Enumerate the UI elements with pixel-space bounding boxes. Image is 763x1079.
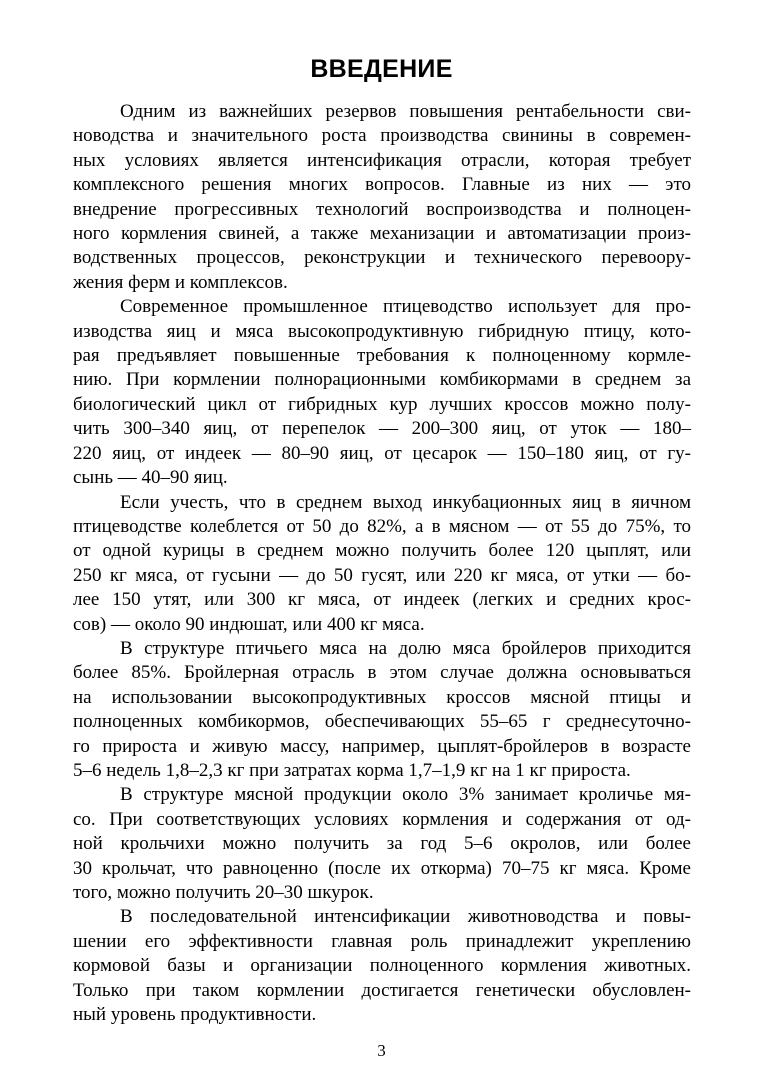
- text-line: птицеводстве колеблется от 50 до 82%, а в мясном — от 55 до 75%, то: [73, 515, 691, 537]
- text-line: Только при таком кормлении достигается генетически обусловлен-: [73, 979, 691, 1001]
- text-line: ного кормления свиней, а также механизации и автоматизации произ-: [73, 223, 691, 245]
- text-line: Если учесть, что в среднем выход инкубационных яиц в яичном: [120, 491, 691, 513]
- paragraph-rabbit-meat: [73, 783, 691, 905]
- text-line: новодства и значительного роста производства свинины в современ-: [73, 125, 691, 147]
- text-line: от одной курицы в среднем можно получить более 120 цыплят, или: [73, 540, 691, 562]
- paragraph-poultry-farming: [73, 295, 691, 490]
- text-line: изводства яиц и мяса высокопродуктивную гибридную птицу, кото-: [73, 320, 691, 342]
- text-line: жения ферм и комплексов.: [73, 271, 288, 293]
- page-title: ВВЕДЕНИЕ: [310, 55, 453, 83]
- page-number: 3: [377, 1041, 386, 1060]
- text-line: комплексного решения многих вопросов. Главные из них — это: [73, 174, 691, 196]
- text-line: сынь — 40–90 яиц.: [73, 467, 228, 489]
- text-line: того, можно получить 20–30 шкурок.: [73, 882, 374, 903]
- paragraph-hatching-eggs: [73, 491, 691, 637]
- text-line: Одним из важнейших резервов повышения рентабельности сви-: [120, 101, 691, 122]
- text-line: 250 кг мяса, от гусыни — до 50 гусят, или 220 кг мяса, от утки — бо-: [73, 564, 691, 586]
- text-line: чить 300–340 яиц, от перепелок — 200–300 яиц, от уток — 180–: [73, 418, 691, 440]
- text-line: го прироста и живую массу, например, цыплят-бройлеров в возрасте: [73, 735, 691, 757]
- paragraph-feed-base: [73, 905, 691, 1027]
- text-line: ный уровень продуктивности.: [73, 1004, 317, 1026]
- text-line: полноценных комбикормов, обеспечивающих 55–65 г среднесуточно-: [73, 711, 691, 733]
- text-line: В последовательной интенсификации животноводства и повы-: [120, 906, 691, 928]
- text-line: водственных процессов, реконструкции и технического перевоору-: [73, 247, 691, 269]
- text-line: более 85%. Бройлерная отрасль в этом случае должна основываться: [73, 662, 691, 684]
- text-line: 220 яиц, от индеек — 80–90 яиц, от цесарок — 150–180 яиц, от гу-: [73, 442, 691, 464]
- paragraph-pig-farming: [73, 100, 691, 295]
- text-line: лее 150 утят, или 300 кг мяса, от индеек (легких и средних крос-: [73, 589, 691, 611]
- text-line: В структуре птичьего мяса на долю мяса бройлеров приходится: [120, 637, 691, 659]
- text-line: В структуре мясной продукции около 3% занимает кроличье мя-: [120, 784, 691, 806]
- text-line: Современное промышленное птицеводство использует для про-: [120, 296, 691, 318]
- text-line: ных условиях является интенсификация отрасли, которая требует: [73, 149, 691, 171]
- text-line: на использовании высокопродуктивных кроссов мясной птицы и: [73, 686, 691, 708]
- text-line: 30 крольчат, что равноценно (после их откорма) 70–75 кг мяса. Кроме: [73, 857, 691, 879]
- text-line: шении его эффективности главная роль принадлежит укреплению: [73, 930, 691, 952]
- text-line: со. При соответствующих условиях кормления и содержания от од-: [73, 808, 691, 830]
- text-line: биологический цикл от гибридных кур лучших кроссов можно полу-: [73, 393, 691, 415]
- text-line: внедрение прогрессивных технологий воспроизводства и полноцен-: [73, 198, 691, 220]
- text-line: кормовой базы и организации полноценного кормления животных.: [73, 955, 691, 977]
- text-line: рая предъявляет повышенные требования к полноценному кормле-: [73, 345, 691, 367]
- paragraph-broilers: [73, 637, 691, 783]
- text-line: нию. При кормлении полнорационными комбикормами в среднем за: [73, 369, 691, 391]
- text-line: ной крольчихи можно получить за год 5–6 окролов, или более: [73, 833, 691, 855]
- text-line: сов) — около 90 индюшат, или 400 кг мяса.: [73, 613, 425, 635]
- body-text: [73, 100, 691, 1027]
- text-line: 5–6 недель 1,8–2,3 кг при затратах корма 1,7–1,9 кг на 1 кг прироста.: [73, 759, 631, 781]
